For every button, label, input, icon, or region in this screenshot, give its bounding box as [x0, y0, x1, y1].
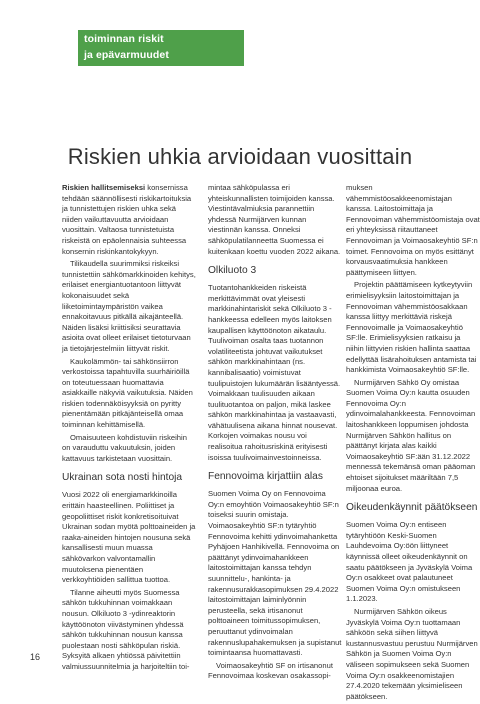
subheading-fennovoima: Fennovoima kirjattiin alas: [208, 471, 323, 483]
lead-rest-text: konsernissa tehdään säännöllisesti riskikartoituksia ja tunnistettujen riskien uhka sekä niiden vaikuttavuutta arvioidaan vuosittain. Valtaosa tunnistetuista riskeistä on epäolennaisia suhteessa konsernin riskinkantokykyyn.: [62, 183, 192, 256]
column-3-paragraph-4: Suomen Voima Oy:n entiseen tytäryhtiöön Keski-Suomen Lauhdevoima Oy:öön liittyneet käynnissä olleet oikeudenkäynnit on saatu päätökseen ja Jyväskylä Voima Oy:n osakkeet ovat palautuneet Suomen Voima Oy:n omistukseen 1.1.2023.: [346, 520, 473, 604]
column-1-paragraph-5: Vuosi 2022 oli energiamarkkinoilla erittäin haasteellinen. Poliittiset ja geopoliittiset riskit konkretisoituivat Ukrainan sodan myötä polttoaineiden ja raaka-aineiden hintojen nousuna sekä kansallisesti muun muassa sähkövarkon valvontamallin muutoksena pienentäen verkkoyhtiöiden sallittua tuottoa.: [62, 490, 196, 585]
subheading-ukrainan-sota: Ukrainan sota nosti hintoja: [62, 472, 183, 484]
column-2-paragraph-4: Voimaosakeyhtiö SF on irtisanonut Fennovoimaa koskevan osakassopi-: [208, 660, 333, 681]
column-1: [62, 183, 196, 675]
column-1-lead-paragraph: [62, 183, 196, 257]
column-3-paragraph-1: muksen vähemmistöosakkeenomistajan kanssa. Laitostoimittaja ja Fennovoiman vähemmistöomistaja ovat eri yhteyksissä riitauttaneet Fennovoiman ja Voimaosakeyhtiö SF:n toimet. Fennovoima on myös esittänyt korvausvaatimuksia hankkeen päättymiseen liittyen.: [346, 183, 480, 277]
column-2-paragraph-3: Suomen Voima Oy on Fennovoima Oy:n emoyhtiön Voimaosakeyhtiö SF:n toiseksi suurin omistaja. Voimaosakeyhtiö SF:n tytäryhtiö Fennovoima kehitti ydinvoimahanketta Pyhäjoen Hanhikivellä. Fennovoima on päättänyt ydinvoimahankkeen laitostoimittajan kanssa tehdyn suunnittelu-, hankinta- ja rakennusurakkasopimuksen 29.4.2022 laitostoimittajan laiminlyönnin perusteella, sekä irtisanonut polttoaineen toimitussopimuksen, peruuttanut ydinvoimalan rakennuslupahakemuksen ja supistanut toimintaansa huomattavasti.: [208, 489, 342, 658]
subheading-oikeudenkaynnit: Oikeudenkäynnit päätökseen: [346, 502, 478, 514]
column-3-paragraph-2: Projektin päättämiseen kytkeytyviin erimielisyyksiin laitostoimittajan ja Fennovoiman vähemmistöosakkaan kanssa liittyy merkittäviä riskejä Fennovoimalle ja Voimaosakeyhtiö SF:lle. Erimielisyyksien ratkaisu ja niihin liittyvien riskien hallinta saattaa edellyttää lisärahoituksen antamista tai hankkimista Voimaosakeyhtiö SF:lle.: [346, 280, 477, 375]
section-tag-line-2: ja epävarmuudet: [84, 49, 169, 61]
page-number: 16: [30, 652, 41, 662]
column-3-paragraph-3: Nurmijärven Sähkö Oy omistaa Suomen Voima Oy:n kautta osuuden Fennovoima Oy:n ydinvoimalahankkeesta. Fennovoiman laitoshankkeen loppumisen johdosta Nurmijärven Sähkön hallitus on päättänyt kirjata alas kaikki Voimaosakeyhtiö SF:ään 31.12.2022 mennessä tekemänsä oman pääoman ehtoiset sijoitukset määriltään 7,5 miljoonaa euroa.: [346, 377, 476, 493]
column-3: [346, 183, 480, 704]
lead-bold-phrase: Riskien hallitsemiseksi: [62, 183, 146, 192]
column-3-paragraph-5: Nurmijärven Sähkön oikeus Jyväskylä Voima Oy:n tuottamaan sähköön sekä siihen liittyvä kustannusvastuu perustuu Nurmijärven Sähkön ja Suomen Voima Oy:n väliseen sopimukseen sekä Suomen Voima Oy:n osakkeenomistajien 27.4.2020 tekemään yksimieliseen päätökseen.: [346, 606, 478, 701]
column-1-paragraph-6: Tilanne aiheutti myös Suomessa sähkön tukkuhinnan voimakkaan nousun. Olkiluoto 3 -ydinreaktorin käyttöönoton viivästyminen yhdessä sähkön tukkuhinnan nousun kanssa puolestaan nosti sähköpulan riskiä. Syksyitä alkaen yhtiössä päivitettiin valmiussuunnitelmia ja harjoiteltiin toi-: [62, 587, 190, 671]
column-2-paragraph-1: mintaa sähköpulassa eri yhteiskunnallisten toimijoiden kanssa. Viestintävalmiuksia parannettiin yhdessä Nurmijärven kunnan viestinnän kanssa. Onneksi sähköpulatilanneetta Suomessa ei kuitenkaan koettu vuoden 2022 aikana.: [208, 183, 341, 256]
section-tag-line-1: toiminnan riskit: [84, 33, 164, 45]
column-2: [208, 183, 342, 684]
article-headline: Riskien uhkia arvioidaan vuosittain: [67, 144, 413, 169]
column-1-paragraph-2: Tilikaudella suurimmiksi riskeiksi tunnistettiin sähkömarkkinoiden kehitys, erilaiset energiantuotantoon liittyvät kokonaisuudet sekä liiketoimintaympäristön vaikea ennakoitavuus pitkällä aikajänteellä. Näiden lisäksi kriittisiksi seurattavia asioita ovat olleet erilaiset tietoturvaan ja tietojärjestelmiin liittyvät riskit.: [62, 259, 196, 353]
subheading-olkiluoto: Olkiluoto 3: [208, 265, 257, 277]
column-1-paragraph-3: Kaukolämmön- tai sähkönsiirron verkostoissa tapahtuvilla suurhäiriöillä on toteutuessaan huomattavia asiakkaille näkyviä vaikutuksia. Näiden riskien todennäköisyyksiä on pyritty pienentämään pitkäjänteisellä omaa toiminnan kehittämisellä.: [62, 356, 193, 430]
column-2-paragraph-2: Tuotantohankkeiden riskeistä merkittävimmät ovat yleisesti markkinahintariskit sekä Olkiluoto 3 -hankkeessa edelleen myös laitoksen kaupallisen käyttöönoton aikataulu. Tuulivoiman osalta taas tuotannon volatiliteetista johtuvat vaikutukset sähkön markkinahintaan (ns. kannibalisaatio) voimistuvat tuulipuistojen lukumäärän lisääntyessä. Voimakkaan tuulisuuden aikaan tuulituotantoa on paljon, mikä laskee sähkön markkinahintaa ja vastaavasti, vähätuulisena aikana hinnat nousevat. Korkojen voimakas nousu voi realisoitua rahoitusriskinä erityisesti isoissa tuulivoimainvestoinneissa.: [208, 283, 341, 462]
section-tag: [78, 30, 244, 66]
column-1-paragraph-4: Omaisuuteen kohdistuviin riskeihin on varauduttu vakuutuksin, joiden kattavuus tarkistetaan vuosittain.: [62, 432, 187, 463]
